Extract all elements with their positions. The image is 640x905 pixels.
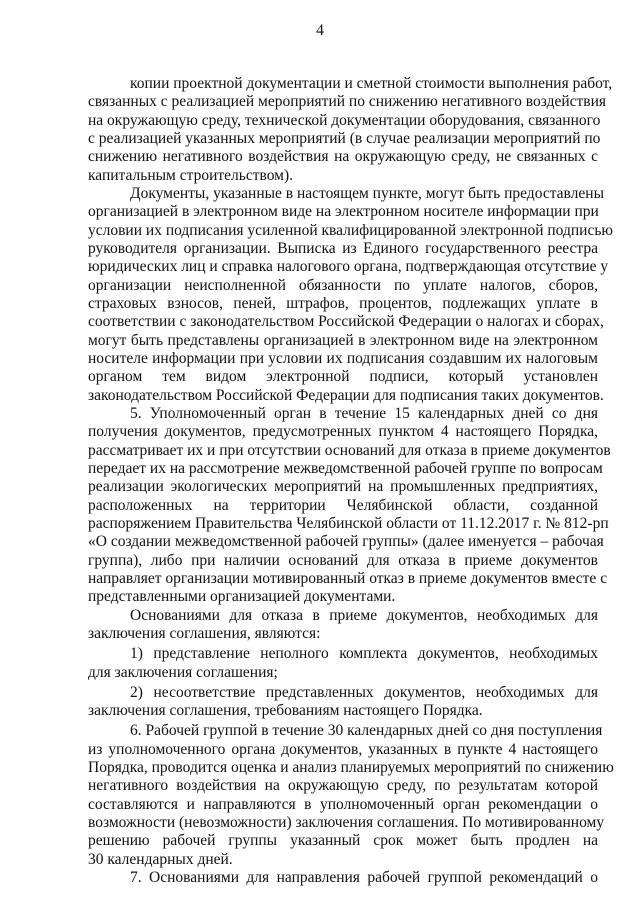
text-line: законодательством Российской Федерации для подписания таких документов. [88, 387, 604, 404]
text-line: распоряжением Правительства Челябинской области от 11.12.2017 г. № 812-рп [88, 515, 609, 532]
text-line: расположенных на территории Челябинской области, созданной [88, 497, 598, 514]
text-line: направляет организации мотивированный отказ в приеме документов вместе с [88, 570, 608, 587]
text-line: для заключения соглашения; [88, 664, 278, 681]
text-line: негативного воздействия на окружающую среду, по результатам которой [88, 777, 598, 794]
text-line: связанных с реализацией мероприятий по снижению негативного воздействия [88, 93, 607, 110]
text-line: составляются и направляются в уполномоченный орган рекомендации о [88, 796, 598, 813]
text-line: руководителя организации. Выписка из Единого государственного реестра [88, 240, 598, 257]
text-line: из уполномоченного органа документов, указанных в пункте 4 настоящего [88, 741, 598, 758]
page-number: 4 [316, 22, 324, 39]
text-line: «О создании межведомственной рабочей группы» (далее именуется – рабочая [88, 533, 604, 550]
text-line: заключения соглашения, требованиям настоящего Порядка. [88, 702, 483, 719]
text-line: Основаниями для отказа в приеме документов, необходимых для [130, 607, 598, 624]
text-line: органом тем видом электронной подписи, который установлен [88, 368, 598, 385]
text-line: Порядка, проводится оценка и анализ планируемых мероприятий по снижению [88, 759, 614, 776]
text-line: копии проектной документации и сметной стоимости выполнения работ, [130, 75, 613, 92]
text-line: рассматривает их и при отсутствии оснований для отказа в приеме документов [88, 442, 611, 459]
text-line: Документы, указанные в настоящем пункте, могут быть предоставлены [130, 185, 604, 202]
text-line: реализации экологических мероприятий на промышленных предприятиях, [88, 478, 598, 495]
text-line: организации неисполненной обязанности по уплате налогов, сборов, [88, 277, 598, 294]
text-line: заключения соглашения, являются: [88, 625, 321, 642]
text-line: представленными организацией документами. [88, 588, 396, 605]
text-line: 30 календарных дней. [88, 851, 233, 868]
text-line: на окружающую среду, технической документации оборудования, связанного [88, 112, 601, 129]
text-line: 6. Рабочей группой в течение 30 календарных дней со дня поступления [130, 722, 603, 739]
text-line: капитальным строительством). [88, 167, 293, 184]
text-line: 5. Уполномоченный орган в течение 15 календарных дней со дня [130, 405, 598, 422]
text-line: условии их подписания усиленной квалифицированной электронной подписью [88, 222, 613, 239]
text-line: возможности (невозможности) заключения соглашения. По мотивированному [88, 814, 605, 831]
text-line: снижению негативного воздействия на окружающую среду, не связанных с [88, 148, 598, 165]
text-line: 1) представление неполного комплекта документов, необходимых [130, 645, 598, 662]
text-line: получения документов, предусмотренных пунктом 4 настоящего Порядка, [88, 423, 598, 440]
text-line: передает их на рассмотрение межведомственной рабочей группе по вопросам [88, 460, 603, 477]
text-line: могут быть представлены организацией в электронном виде на электронном [88, 332, 598, 349]
text-line: решению рабочей группы указанный срок может быть продлен на [88, 832, 598, 849]
text-line: 7. Основаниями для направления рабочей группой рекомендаций о [130, 869, 598, 886]
text-line: носителе информации при условии их подписания создавшим их налоговым [88, 350, 598, 367]
text-line: 2) несоответствие представленных документов, необходимых для [130, 684, 598, 701]
text-line: с реализацией указанных мероприятий (в случае реализации мероприятий по [88, 130, 601, 147]
text-line: соответствии с законодательством Российской Федерации о налогах и сборах, [88, 313, 604, 330]
text-line: юридических лиц и справка налогового органа, подтверждающая отсутствие у [88, 258, 609, 275]
text-line: организацией в электронном виде на электронном носителе информации при [88, 203, 599, 220]
text-line: страховых взносов, пеней, штрафов, процентов, подлежащих уплате в [88, 295, 598, 312]
text-line: группа), либо при наличии оснований для отказа в приеме документов [88, 552, 598, 569]
